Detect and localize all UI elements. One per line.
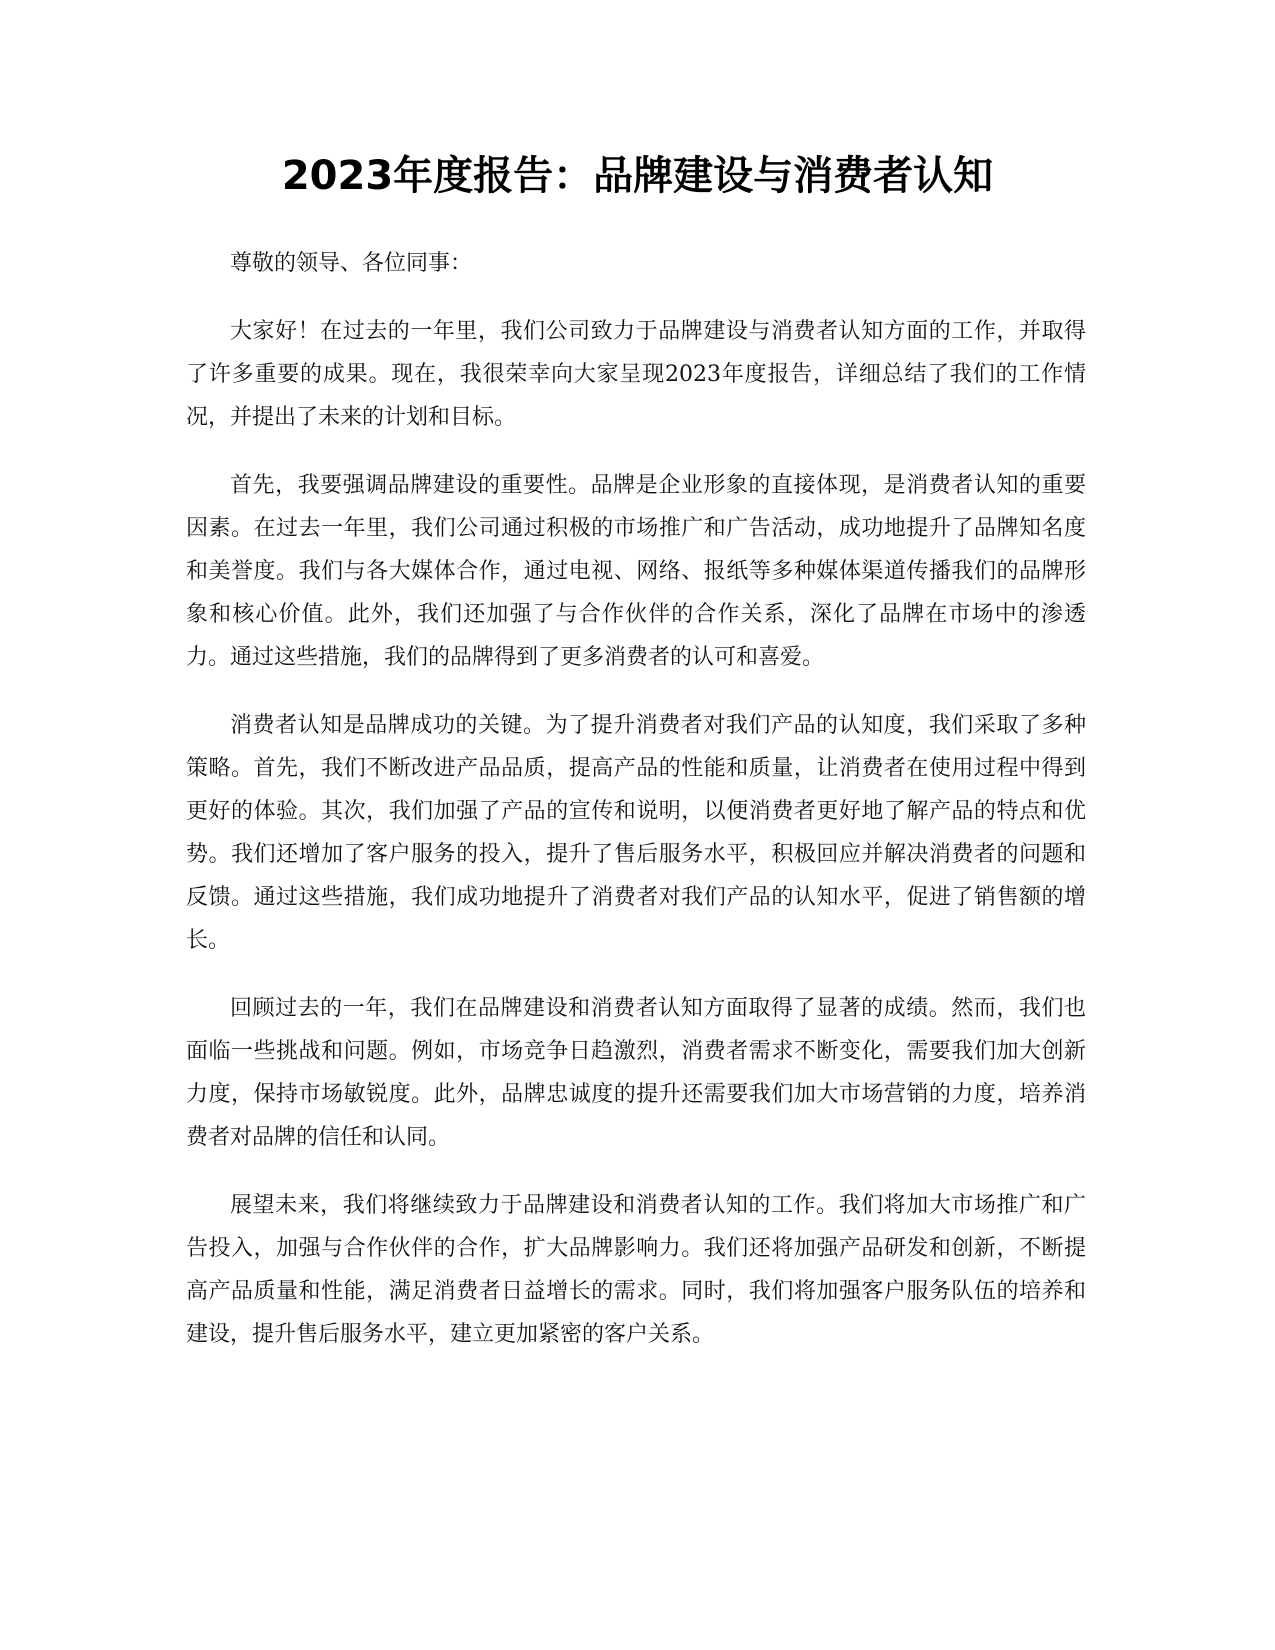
paragraph-outlook: 展望未来，我们将继续致力于品牌建设和消费者认知的工作。我们将加大市场推广和广告投入，加强与合作伙伴的合作，扩大品牌影响力。我们还将加强产品研发和创新，不断提高产品质量和性能，满足消费者日益增长的需求。同时，我们将加强客户服务队伍的培养和建设，提升售后服务水平，建立更加紧密的客户关系。 bbox=[186, 1193, 1086, 1347]
paragraph-review: 回顾过去的一年，我们在品牌建设和消费者认知方面取得了显著的成绩。然而，我们也面临一些挑战和问题。例如，市场竞争日趋激烈，消费者需求不断变化，需要我们加大创新力度，保持市场敏锐度。此外，品牌忠诚度的提升还需要我们加大市场营销的力度，培养消费者对品牌的信任和认同。 bbox=[186, 996, 1086, 1150]
document-title: 2023年度报告：品牌建设与消费者认知 bbox=[281, 153, 994, 199]
salutation: 尊敬的领导、各位同事： bbox=[230, 251, 473, 276]
paragraph-intro: 大家好！在过去的一年里，我们公司致力于品牌建设与消费者认知方面的工作，并取得了许多重要的成果。现在，我很荣幸向大家呈现2023年度报告，详细总结了我们的工作情况，并提出了未来的计划和目标。 bbox=[186, 319, 1086, 430]
document-body bbox=[186, 242, 1086, 1381]
paragraph-consumer-awareness: 消费者认知是品牌成功的关键。为了提升消费者对我们产品的认知度，我们采取了多种策略。首先，我们不断改进产品品质，提高产品的性能和质量，让消费者在使用过程中得到更好的体验。其次，我们加强了产品的宣传和说明，以便消费者更好地了解产品的特点和优势。我们还增加了客户服务的投入，提升了售后服务水平，积极回应并解决消费者的问题和反馈。通过这些措施，我们成功地提升了消费者对我们产品的认知水平，促进了销售额的增长。 bbox=[186, 713, 1086, 953]
paragraph-brand-building: 首先，我要强调品牌建设的重要性。品牌是企业形象的直接体现，是消费者认知的重要因素。在过去一年里，我们公司通过积极的市场推广和广告活动，成功地提升了品牌知名度和美誉度。我们与各大媒体合作，通过电视、网络、报纸等多种媒体渠道传播我们的品牌形象和核心价值。此外，我们还加强了与合作伙伴的合作关系，深化了品牌在市场中的渗透力。通过这些措施，我们的品牌得到了更多消费者的认可和喜爱。 bbox=[186, 473, 1086, 670]
